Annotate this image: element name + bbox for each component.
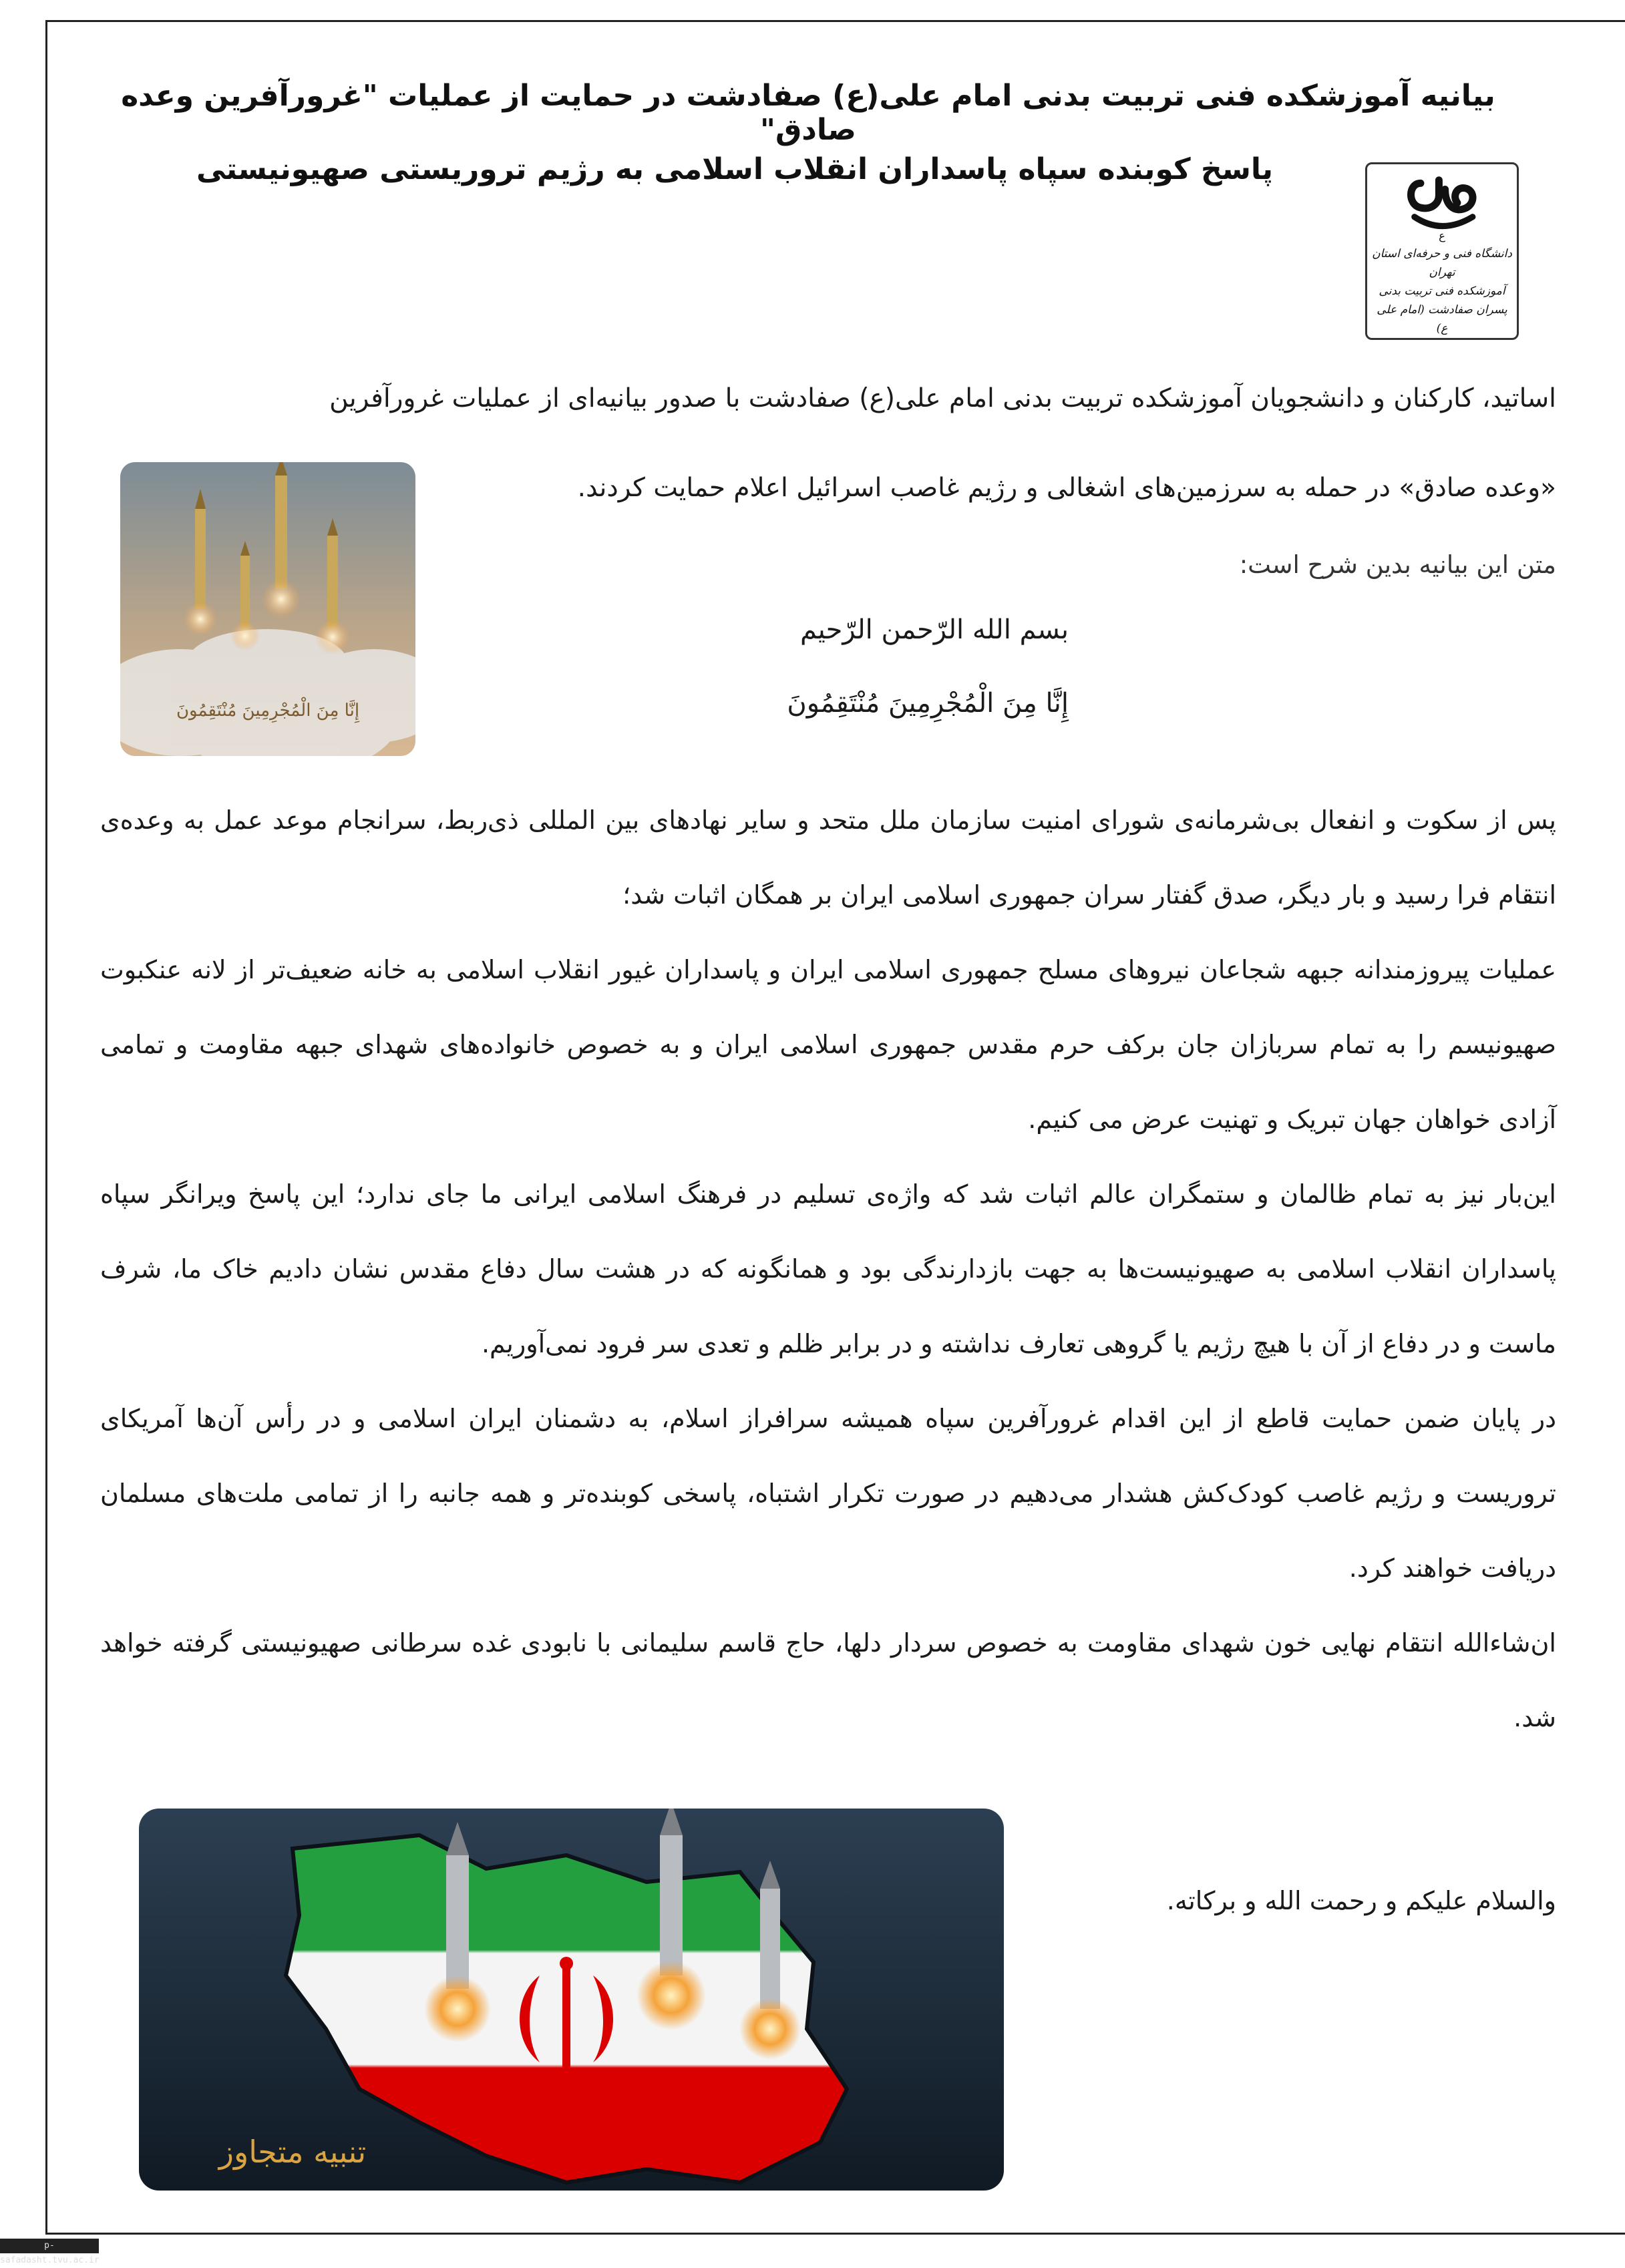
closing-salutation: والسلام علیکم و رحمت الله و برکاته. — [1166, 1886, 1556, 1915]
logo-monogram-glyph: ع — [1439, 229, 1445, 242]
paragraph-2: عملیات پیروزمندانه جبهه شجاعان نیروهای مسلح جمهوری اسلامی ایران و پاسداران غیور انقلاب اسلامی به خانه ضعیف‌تر از لانه عنکبوت صهیونیسم را به تمام سربازان جان برکف حرم مقدس جمهوری اسلامی ایران و به خصوص خانواده‌های شهدای جبهه مقاومت و تمامی آزادی خواهان جهان تبریک و تهنیت عرض می کنیم. — [100, 955, 1556, 1134]
paragraph-4: در پایان ضمن حمایت قاطع از این اقدام غرورآفرین سپاه همیشه سرافراز اسلام، به دشمنان ایران اسلامی و در رأس آن‌ها آمریکای تروریست و رژیم غاصب کودک‌کش هشدار می‌دهیم در صورت تکرار اشتباه، پاسخی کوبنده‌تر و همه جانبه را از تمامی ملت‌های مسلمان دریافت خواهند کرد. — [100, 1404, 1556, 1583]
statement-intro: متن این بیانیه بدین شرح است: — [1239, 550, 1556, 579]
quran-verse: إِنَّا مِنَ الْمُجْرِمِينَ مُنْتَقِمُونَ — [787, 688, 1069, 719]
paragraph-3: این‌بار نیز به تمام ظالمان و ستمگران عالم اثبات شد که واژه‌ی تسلیم در فرهنگ اسلامی ایرانی ما جای ندارد؛ این پاسخ ویرانگر سپاه پاسداران انقلاب اسلامی به صهیونیست‌ها به جهت بازدارندگی بود و همانگونه که در هشت سال دفاع مقدس نشان دادیم خاک ما، شرف ماست و در دفاع از آن با هیچ رژیم یا گروهی تعارف نداشته و در برابر ظلم و تعدی سر فرود نمی‌آوریم. — [100, 1179, 1556, 1358]
missiles-calligraphy: إِنَّا مِنَ الْمُجْرِمِينَ مُنْتَقِمُونَ — [176, 701, 360, 721]
paragraph-1: پس از سکوت و انفعال بی‌شرمانه‌ی شورای امنیت سازمان ملل متحد و سایر نهادهای بین المللی ذی‌ربط، سرانجام موعد عمل به وعده‌ی انتقام فرا رسید و بار دیگر، صدق گفتار سران جمهوری اسلامی ایران بر همگان اثبات شد؛ — [100, 805, 1556, 910]
iran-map-illustration — [139, 1809, 1004, 2191]
map-calligraphy: تنبیه متجاوز — [218, 2134, 367, 2170]
headline-line-1: بیانیه آموزشکده فنی تربیت بدنی امام علی(ع) صفادشت در حمایت از عملیات "غرورآفرین وعده صادق" — [121, 79, 1495, 147]
headline-line-2: پاسخ کوبنده سپاه پاسداران انقلاب اسلامی به رژیم تروریستی صهیونیستی — [196, 152, 1273, 186]
intro-line-2: «وعده صادق» در حمله به سرزمین‌های اشغالی و رژیم غاصب اسرائیل اعلام حمایت کردند. — [577, 473, 1556, 503]
footer-url: p-safadasht.tvu.ac.ir — [0, 2239, 99, 2253]
bismillah: بسم الله الرّحمن الرّحیم — [799, 614, 1069, 645]
logo-caption — [1372, 244, 1512, 338]
missiles-illustration — [120, 462, 415, 756]
logo-caption-line-3: پسران صفادشت (امام علی ع) — [1377, 303, 1507, 335]
logo-caption-line-1: دانشگاه فنی و حرفه‌ای استان تهران — [1372, 247, 1512, 279]
paragraph-5: ان‌شاءالله انتقام نهایی خون شهدای مقاومت به خصوص سردار دلها، حاج قاسم سلیمانی با نابودی غده سرطانی صهیونیستی گرفته خواهد شد. — [100, 1628, 1556, 1732]
statement-body — [100, 783, 1556, 1755]
logo-caption-line-2: آموزشکده فنی تربیت بدنی — [1379, 285, 1505, 298]
intro-line-1: اساتید، کارکنان و دانشجویان آموزشکده تربیت بدنی امام علی(ع) صفادشت با صدور بیانیه‌ای از عملیات غرورآفرین — [329, 383, 1556, 413]
institute-logo — [1365, 162, 1519, 340]
logo-monogram-icon — [1392, 171, 1492, 244]
